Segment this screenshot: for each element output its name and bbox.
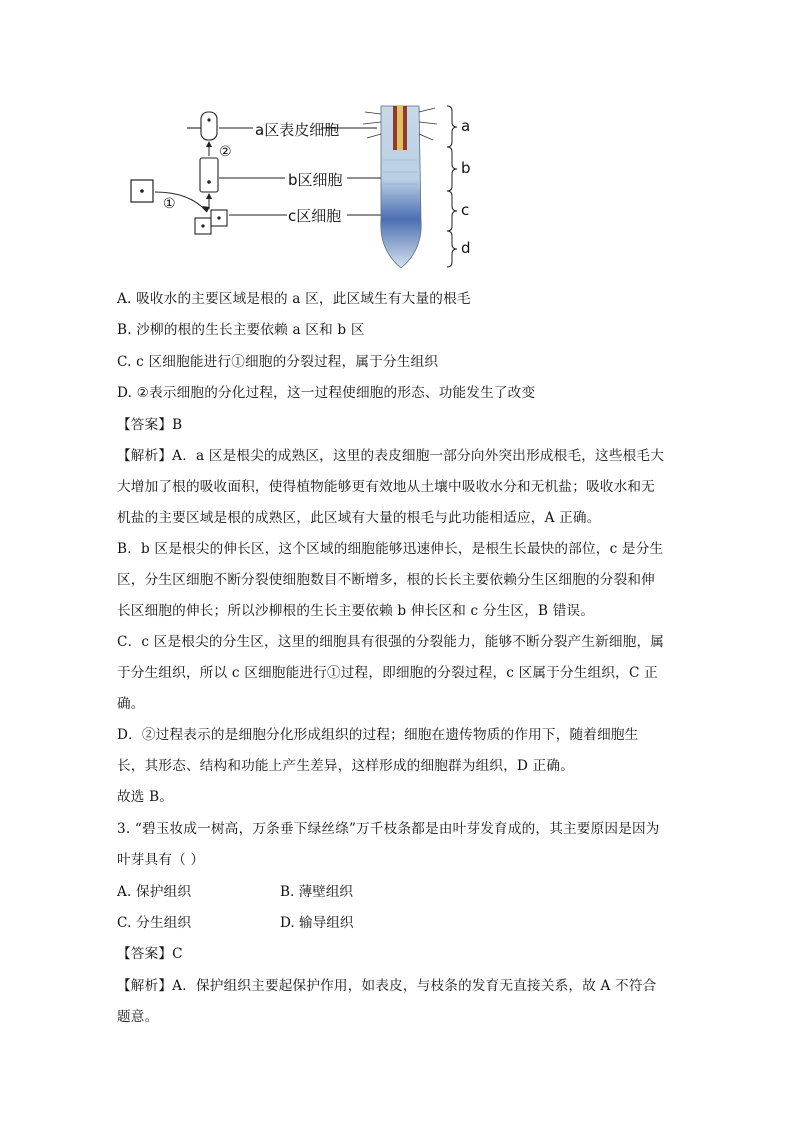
step-1-label: ①: [163, 196, 176, 212]
analysis-line: 【解析】A．a 区是根尖的成熟区，这里的表皮细胞一部分向外突出形成根毛，这些根毛大: [117, 448, 665, 464]
b-cell-label: b区细胞: [288, 171, 343, 189]
analysis-line: 长，其形态、结构和功能上产生差异，这样形成的细胞群为组织，D 正确。: [117, 758, 575, 774]
conclusion-line: 故选 B。: [117, 789, 174, 805]
option-b: B. 沙柳的根的生长主要依赖 a 区和 b 区: [117, 322, 365, 338]
q3-analysis-line: 题意。: [117, 1009, 159, 1025]
option-c: C. c 区细胞能进行①细胞的分裂过程，属于分生组织: [117, 354, 439, 370]
a-zone-epidermal-cell: [201, 112, 217, 140]
zone-c-label: c: [461, 201, 470, 219]
analysis-line: 于分生组织，所以 c 区细胞能进行①过程，即细胞的分裂过程，c 区属于分生组织，C 正: [117, 665, 658, 681]
q3-option-a: A. 保护组织: [117, 884, 192, 900]
analysis-line: D．②过程表示的是细胞分化形成组织的过程；细胞在遗传物质的作用下，随着细胞生: [117, 727, 639, 743]
zone-a-label: a: [461, 117, 471, 135]
zone-brackets: [447, 106, 457, 267]
q3-option-d: D. 输导组织: [280, 915, 354, 931]
question-3-stem: 叶芽具有（ ）: [117, 852, 205, 868]
question-3-stem: 3. “碧玉妆成一树高，万条垂下绿丝绦”万千枝条都是由叶芽发育成的，其主要原因是因为: [117, 821, 660, 837]
option-d: D. ②表示细胞的分化过程，这一过程使细胞的形态、功能发生了改变: [117, 385, 536, 401]
zone-d-label: d: [461, 239, 471, 257]
analysis-line: 确。: [117, 696, 145, 712]
q3-option-b: B. 薄壁组织: [280, 884, 354, 900]
q3-analysis-line: 【解析】A．保护组织主要起保护作用，如表皮，与枝条的发育无直接关系，故 A 不符合: [117, 978, 657, 994]
analysis-line: B．b 区是根尖的伸长区，这个区域的细胞能够迅速伸长，是根生长最快的部位，c 是分生: [117, 541, 664, 557]
analysis-line: 区，分生区细胞不断分裂使细胞数目不断增多，根的长长主要依赖分生区细胞的分裂和伸: [117, 572, 655, 588]
option-a: A. 吸收水的主要区域是根的 a 区，此区域生有大量的根毛: [117, 291, 471, 307]
a-cell-label: a区表皮细胞: [255, 121, 340, 139]
step-2-label: ②: [219, 144, 232, 160]
answer-line: 【答案】B: [117, 417, 183, 433]
q3-option-c: C. 分生组织: [117, 915, 192, 931]
analysis-line: 大增加了根的吸收面积，使得植物能够更有效地从土壤中吸收水分和无机盐；吸收水和无: [117, 479, 655, 495]
root-tip-figure: [125, 100, 485, 272]
analysis-line: C．c 区是根尖的分生区，这里的细胞具有很强的分裂能力，能够不断分裂产生新细胞，属: [117, 634, 665, 650]
q3-answer-line: 【答案】C: [117, 946, 183, 962]
analysis-line: 机盐的主要区域是根的成熟区，此区域有大量的根毛与此功能相适应，A 正确。: [117, 510, 601, 526]
zone-b-label: b: [461, 159, 471, 177]
b-zone-cell: [200, 158, 218, 192]
analysis-line: 长区细胞的伸长；所以沙柳根的生长主要依赖 b 伸长区和 c 分生区，B 错误。: [117, 603, 595, 619]
c-cell-label: c区细胞: [288, 207, 342, 225]
